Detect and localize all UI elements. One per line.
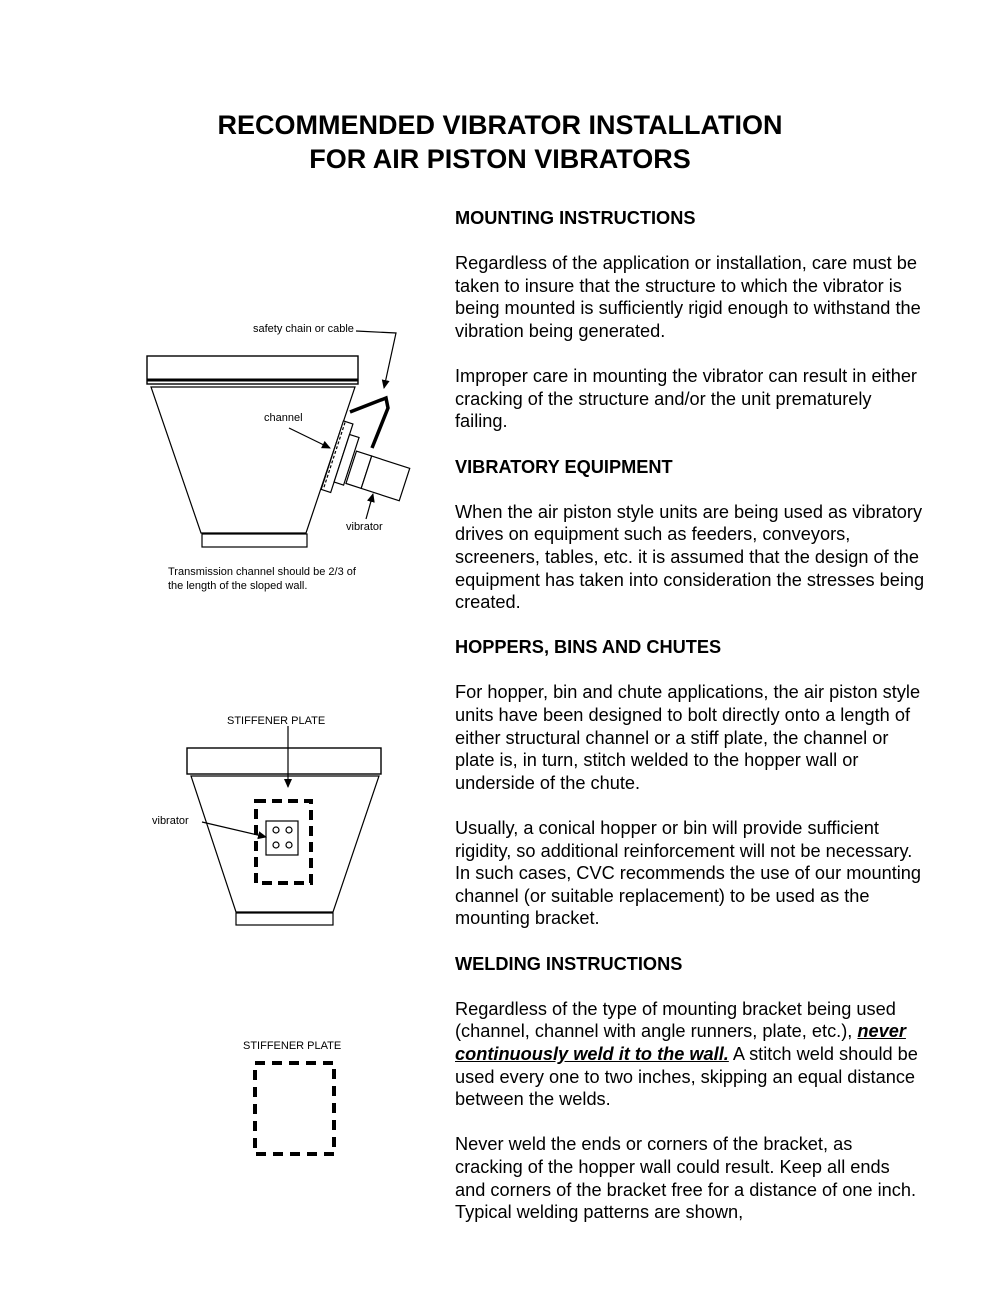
hoppers-paragraph-2: Usually, a conical hopper or bin will provide sufficient rigidity, so additional reinforcement will not be necessary. In such cases, CVC recommends the use of our mounting channel (or suitable replacement) to be used as the mounting bracket. bbox=[455, 818, 922, 929]
hopper-outlet bbox=[236, 913, 333, 925]
figure-3-stiffener-plate bbox=[255, 1063, 334, 1154]
stiffener-plate-label: STIFFENER PLATE bbox=[227, 715, 326, 727]
mounting-paragraph-2: Improper care in mounting the vibrator can result in either cracking of the structure and/or the unit prematurely failing. bbox=[455, 366, 917, 432]
mounting-heading: MOUNTING INSTRUCTIONS bbox=[455, 208, 696, 228]
figure-1-caption-line-2: the length of the sloped wall. bbox=[168, 580, 308, 592]
title-line-1: RECOMMENDED VIBRATOR INSTALLATION bbox=[217, 110, 783, 140]
hopper-body bbox=[151, 387, 355, 533]
title-line-2: FOR AIR PISTON VIBRATORS bbox=[309, 144, 691, 174]
welding-warning-emphasis: never continuously weld it to the wall. bbox=[455, 1021, 906, 1064]
figure-1-caption-line-1: Transmission channel should be 2/3 of bbox=[168, 566, 356, 578]
vibrator-mount-plate bbox=[266, 821, 298, 855]
hopper-outlet bbox=[202, 534, 307, 547]
welding-text-after: A stitch weld should be used every one to two inches, skipping an equal distance between the welds. bbox=[455, 1043, 918, 1110]
hoppers-paragraph-1: For hopper, bin and chute applications, the air piston style units have been designed to bolt directly onto a length of either structural channel or a stiff plate, the channel or plate is, in turn, stitch welded to the hopper wall or underside of the chute. bbox=[455, 682, 921, 793]
instructions-column bbox=[455, 207, 925, 1246]
vibratory-heading: VIBRATORY EQUIPMENT bbox=[455, 456, 673, 477]
vibrator-label: vibrator bbox=[346, 521, 383, 533]
figure-2-front-view bbox=[187, 726, 381, 925]
stiffener-plate-outline bbox=[255, 1063, 334, 1154]
welding-heading: WELDING INSTRUCTIONS bbox=[455, 953, 683, 974]
safety-chain-label: safety chain or cable bbox=[253, 323, 354, 335]
vibratory-paragraph-1: When the air piston style units are being used as vibratory drives on equipment such as feeders, conveyors, screeners, tables, etc. it is assumed that the design of the equipment has taken into consideration the stresses being created. bbox=[455, 501, 925, 613]
hoppers-heading: HOPPERS, BINS AND CHUTES bbox=[455, 637, 722, 658]
welding-text-before: Regardless of the type of mounting bracket being used (channel, channel with angle runners, plate, etc.), bbox=[455, 998, 896, 1042]
vibrator-body bbox=[346, 451, 410, 501]
channel-label: channel bbox=[264, 412, 303, 424]
mounting-paragraph-1: Regardless of the application or installation, care must be taken to insure that the structure to which the vibrator is being mounted is sufficiently rigid enough to withstand the vibration being generated. bbox=[455, 253, 921, 341]
welding-paragraph-2: Never weld the ends or corners of the bracket, as cracking of the hopper wall could result. Keep all ends and corners of the bracket free for a distance of one inch. Typical welding patterns are shown, bbox=[455, 1134, 917, 1223]
hopper-top-rim bbox=[187, 748, 381, 774]
welding-paragraph-1 bbox=[455, 998, 925, 1111]
vibrator-label: vibrator bbox=[152, 815, 189, 827]
stiffener-plate-label: STIFFENER PLATE bbox=[243, 1040, 342, 1052]
figure-1-side-view bbox=[147, 331, 410, 547]
